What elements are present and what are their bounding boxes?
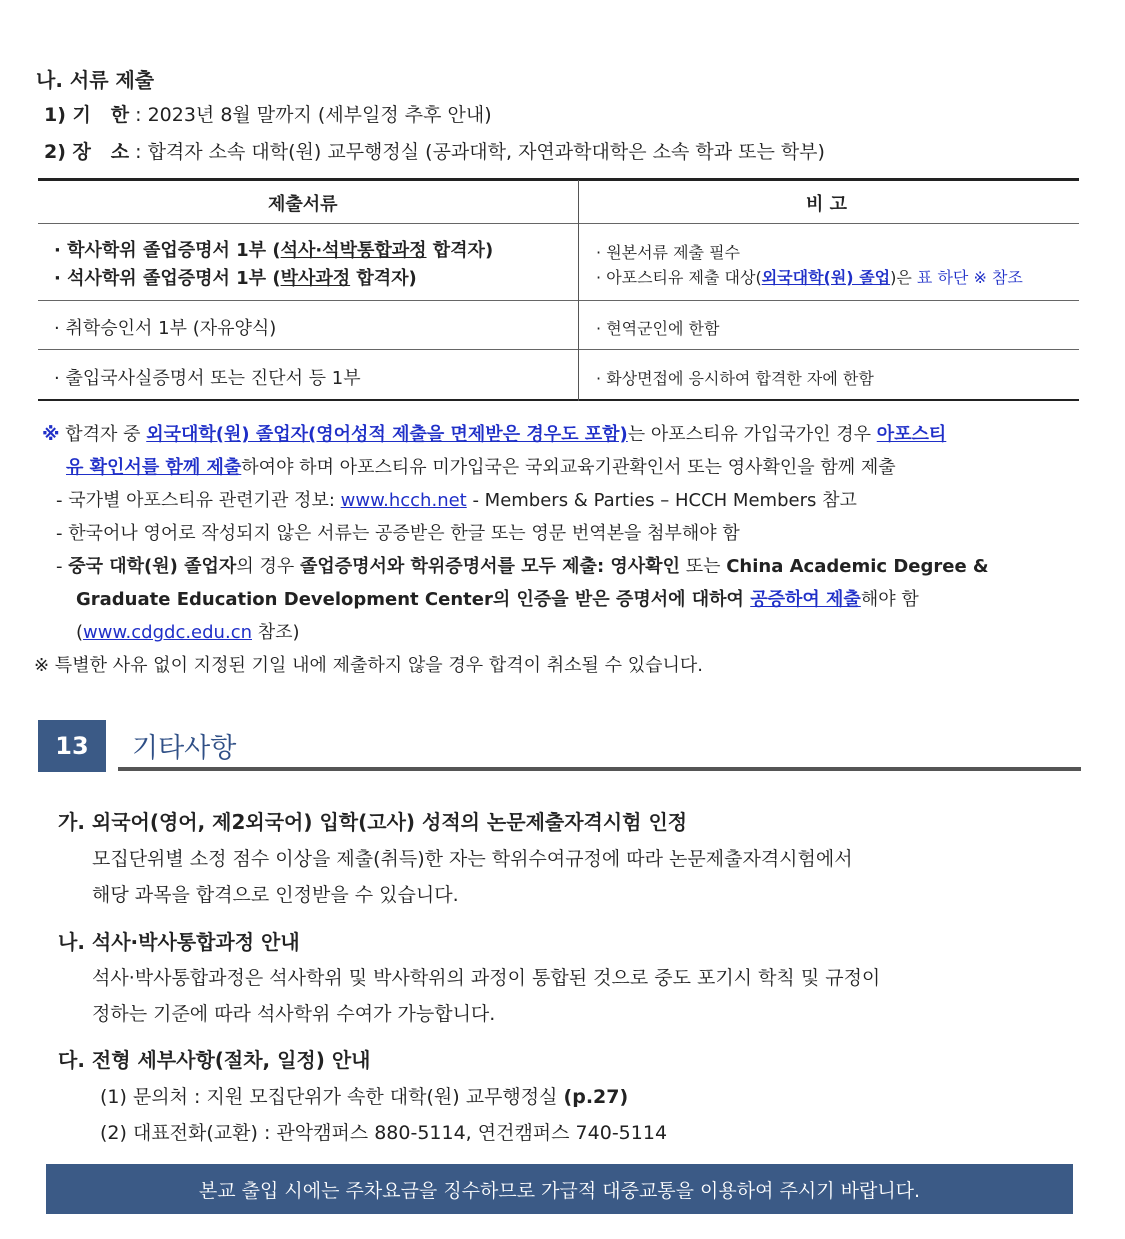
bullet: · (54, 368, 60, 389)
note-text: - Members & Parties – HCCH Members 참고 (466, 490, 857, 511)
table-row-rule (38, 300, 1079, 301)
bullet: · (54, 268, 61, 289)
table-header-remarks: 비 고 (806, 194, 848, 215)
table-bottom-rule (38, 399, 1079, 401)
place-text: 합격자 소속 대학(원) 교무행정실 (공과대학, 자연과학대학은 소속 학과 또는 학부) (147, 141, 825, 163)
table-row-1-note-2 (596, 265, 1023, 288)
note-text: ( (76, 622, 84, 643)
table-row-2-doc (54, 314, 276, 340)
page-reference: (p.27) (563, 1086, 629, 1108)
doc-text: 취학승인서 1부 (자유양식) (65, 318, 277, 339)
bullet: · (596, 369, 602, 388)
note-line-7 (76, 618, 300, 644)
place-label: 2) 장 소 (44, 141, 130, 163)
parking-notice-banner: 본교 출입 시에는 주차요금을 징수하므로 가급적 대중교통을 이용하여 주시기 바랍니다. (46, 1164, 1073, 1214)
dash: - (56, 490, 63, 511)
deadline-line (44, 100, 492, 127)
subsection-ga-heading: 가. 외국어(영어, 제2외국어) 입학(고사) 성적의 논문제출자격시험 인정 (58, 810, 688, 834)
doc-underlined: 박사과정 (280, 268, 351, 289)
table-top-rule (38, 178, 1079, 181)
note-text: 합격자 중 (65, 424, 147, 445)
bullet: · (54, 240, 61, 261)
documents-table (38, 178, 1079, 401)
foreign-university-link[interactable]: 외국대학(원) 졸업 (761, 268, 891, 287)
table-column-divider (578, 180, 579, 401)
section-rule (118, 767, 1081, 771)
table-row-2-note (596, 316, 719, 339)
note-line-8: ※ 특별한 사유 없이 지정된 기일 내에 제출하지 않을 경우 합격이 취소될 수 있습니다. (34, 655, 703, 676)
bullet: · (54, 318, 60, 339)
doc-text: 합격자) (350, 268, 417, 289)
note-reference: 표 하단 ※ 참조 (916, 268, 1023, 287)
note-text: 해야 함 (860, 589, 919, 610)
doc-text: 합격자) (426, 240, 494, 261)
deadline-label: 1) 기 한 (44, 104, 130, 126)
subsection-ga-line-2: 해당 과목을 합격으로 인정받을 수 있습니다. (92, 884, 459, 906)
reference-mark: ※ (42, 424, 60, 445)
bullet: · (596, 268, 602, 287)
note-text: 화상면접에 응시하여 합격한 자에 한함 (606, 369, 874, 388)
note-line-5 (56, 552, 989, 578)
note-text: 원본서류 제출 필수 (606, 243, 741, 262)
hcch-link[interactable]: www.hcch.net (340, 490, 467, 511)
note-line-2 (66, 453, 896, 479)
note-bold: 중국 대학(원) 졸업자 (68, 556, 237, 577)
inquiry-text: (1) 문의처 : 지원 모집단위가 속한 대학(원) 교무행정실 (100, 1086, 564, 1108)
note-line-1 (42, 420, 946, 446)
apostille-link[interactable]: 유 확인서를 함께 제출 (66, 457, 242, 478)
phone-line: (2) 대표전화(교환) : 관악캠퍼스 880-5114, 연건캠퍼스 740-5114 (100, 1122, 668, 1144)
note-text: 참조) (252, 622, 300, 643)
note-text: 현역군인에 한함 (606, 319, 720, 338)
note-bold: China Academic Degree & (726, 556, 989, 577)
note-bold: Graduate Education Development Center의 인증을 받은 증명서에 대하여 (76, 589, 751, 610)
table-row-1-doc-2 (54, 264, 417, 290)
inquiry-line (100, 1082, 628, 1109)
subsection-na-heading: 나. 석사·박사통합과정 안내 (58, 930, 300, 954)
table-header-rule (38, 223, 1079, 224)
note-text: 아포스티유 제출 대상( (606, 268, 762, 287)
note-text: 의 경우 (236, 556, 300, 577)
note-text: 또는 (679, 556, 727, 577)
docs-heading: 나. 서류 제출 (36, 68, 155, 92)
doc-text: 출입국사실증명서 또는 진단서 등 1부 (65, 368, 361, 389)
deadline-sep: : (135, 104, 142, 126)
dash: - (56, 523, 63, 544)
note-text: 하여야 하며 아포스티유 미가입국은 국외교육기관확인서 또는 영사확인을 함께 제출 (241, 457, 896, 478)
section-title: 기타사항 (132, 733, 237, 764)
note-line-6 (76, 585, 919, 611)
note-text: 는 아포스티유 가입국가인 경우 (627, 424, 877, 445)
notarize-link[interactable]: 공증하여 제출 (750, 589, 861, 610)
subsection-na-line-2: 정하는 기준에 따라 석사학위 수여가 가능합니다. (92, 1003, 496, 1025)
table-row-1-doc-1 (54, 236, 493, 262)
foreign-graduate-link[interactable]: 외국대학(원) 졸업자(영어성적 제출을 면제받은 경우도 포함) (146, 424, 628, 445)
note-text: 국가별 아포스티유 관련기관 정보: (68, 490, 341, 511)
place-line (44, 137, 825, 164)
subsection-da-heading: 다. 전형 세부사항(절차, 일정) 안내 (58, 1048, 371, 1072)
table-row-rule (38, 349, 1079, 350)
deadline-text: 2023년 8월 말까지 (세부일정 추후 안내) (147, 104, 492, 126)
place-sep: : (135, 141, 142, 163)
section-number-badge: 13 (38, 720, 106, 772)
subsection-ga-line-1: 모집단위별 소정 점수 이상을 제출(취득)한 자는 학위수여규정에 따라 논문제출자격시험에서 (92, 848, 853, 870)
cdgdc-link[interactable]: www.cdgdc.edu.cn (83, 622, 252, 643)
note-text: 한국어나 영어로 작성되지 않은 서류는 공증받은 한글 또는 영문 번역본을 첨부해야 함 (68, 523, 740, 544)
note-line-3 (56, 486, 857, 512)
note-bold: 졸업증명서와 학위증명서를 모두 제출: 영사확인 (299, 556, 680, 577)
bullet: · (596, 243, 602, 262)
table-row-3-note (596, 366, 874, 389)
doc-underlined: 석사·석박통합과정 (280, 240, 427, 261)
doc-text: 학사학위 졸업증명서 1부 ( (67, 240, 281, 261)
subsection-na-line-1: 석사·박사통합과정은 석사학위 및 박사학위의 과정이 통합된 것으로 중도 포기시 학칙 및 규정이 (92, 967, 881, 989)
dash: - (56, 556, 63, 577)
doc-text: 석사학위 졸업증명서 1부 ( (67, 268, 281, 289)
note-text: )은 (890, 268, 917, 287)
note-line-4 (56, 519, 740, 545)
apostille-link[interactable]: 아포스티 (876, 424, 947, 445)
table-row-3-doc (54, 364, 361, 390)
bullet: · (596, 319, 602, 338)
table-header-docs: 제출서류 (268, 194, 338, 215)
table-row-1-note-1 (596, 240, 740, 263)
